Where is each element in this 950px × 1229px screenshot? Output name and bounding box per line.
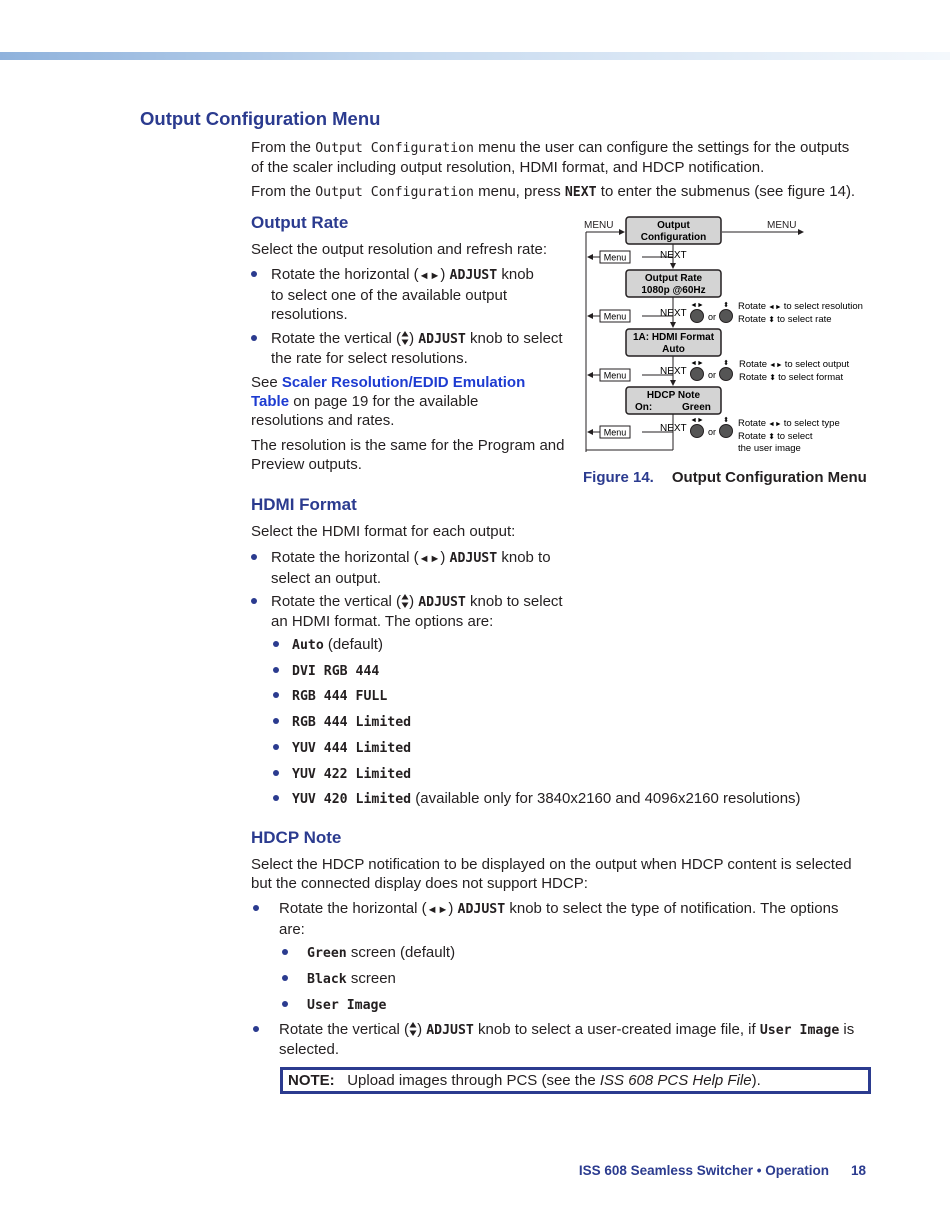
hdmi-option-yuv-422-limited: YUV 422 Limited xyxy=(292,767,412,782)
svg-text:NEXT: NEXT xyxy=(660,366,687,377)
svg-text:NEXT: NEXT xyxy=(660,250,687,261)
note-text-b: ). xyxy=(751,1072,761,1089)
svg-text:Rotate ⬍ to select rate: Rotate ⬍ to select rate xyxy=(738,314,832,325)
svg-text:Configuration: Configuration xyxy=(640,232,707,243)
svg-text:Output Rate: Output Rate xyxy=(644,273,703,284)
hdcp-option-green: Green screen (default) xyxy=(307,944,456,961)
bullet-dot xyxy=(273,718,279,724)
bullet-dot xyxy=(251,335,257,341)
output-rate-bullet-1: Rotate the horizontal (◄►) ADJUST knob to select one of the available output resolutions. xyxy=(271,266,534,323)
hdcp-bullet-1: Rotate the horizontal (◄►) ADJUST knob to select the type of notification. The options are: xyxy=(279,900,839,938)
hdmi-bullet-1: Rotate the horizontal (◄►) ADJUST knob to select an output. xyxy=(271,549,551,587)
svg-text:the user image: the user image xyxy=(738,443,801,454)
output-rate-description: Select the output resolution and refresh rate: xyxy=(251,241,548,258)
svg-text:On:: On: xyxy=(635,402,653,413)
up-down-arrows-icon xyxy=(401,330,409,346)
bullet-dot xyxy=(273,770,279,776)
svg-text:or: or xyxy=(708,427,717,437)
hdmi-option-yuv-444-limited: YUV 444 Limited xyxy=(292,741,412,756)
svg-text:NEXT: NEXT xyxy=(660,423,687,434)
horizontal-knob-icon xyxy=(691,310,704,323)
bullet-dot xyxy=(273,641,279,647)
bullet-dot xyxy=(253,905,259,911)
note-label: NOTE: xyxy=(288,1072,335,1089)
svg-text:◄►: ◄► xyxy=(690,360,704,367)
hdcp-option-black: Black screen xyxy=(307,970,396,987)
horizontal-knob-icon xyxy=(691,425,704,438)
svg-text:◄►: ◄► xyxy=(690,302,704,309)
svg-text:1080p @60Hz: 1080p @60Hz xyxy=(641,285,706,296)
svg-text:Green: Green xyxy=(682,402,711,413)
bullet-dot xyxy=(282,949,288,955)
header-gradient-bar xyxy=(0,52,950,60)
svg-text:Menu: Menu xyxy=(603,252,627,263)
svg-text:⬍: ⬍ xyxy=(723,417,729,424)
svg-text:⬍: ⬍ xyxy=(723,360,729,367)
figure-caption: Figure 14. Output Configuration Menu xyxy=(583,469,867,486)
page-footer xyxy=(579,1163,866,1178)
bullet-dot xyxy=(282,1001,288,1007)
intro-paragraph-2: From the Output Configuration menu, press NEXT to enter the submenus (see figure 14). xyxy=(251,183,856,200)
svg-text:or: or xyxy=(708,370,717,380)
svg-text:Rotate ◄► to select type: Rotate ◄► to select type xyxy=(738,418,840,429)
bullet-dot xyxy=(251,271,257,277)
menu-right-label: MENU xyxy=(767,220,797,231)
vertical-knob-icon xyxy=(720,310,733,323)
svg-text:Rotate ⬍ to select: Rotate ⬍ to select xyxy=(738,431,813,442)
output-rate-bullet-2: Rotate the vertical ( ) ADJUST knob to select the rate for select resolutions. xyxy=(271,330,563,367)
hdmi-option-rgb-444-limited: RGB 444 Limited xyxy=(292,715,412,730)
svg-text:Output: Output xyxy=(657,220,690,231)
hdcp-note-description: Select the HDCP notification to be displayed on the output when HDCP content is selected but the connected display does not support HDCP: xyxy=(251,856,852,892)
see-table-paragraph: See Scaler Resolution/EDID Emulation Table on page 19 for the available resolutions and rates. xyxy=(251,374,526,429)
svg-text:Rotate ◄► to select resolution: Rotate ◄► to select resolution xyxy=(738,301,863,312)
svg-text:Rotate ⬍ to select format: Rotate ⬍ to select format xyxy=(739,372,844,383)
hdmi-option-auto: Auto (default) xyxy=(292,636,383,653)
bullet-dot xyxy=(282,975,288,981)
page-number: 18 xyxy=(850,1163,866,1178)
bullet-dot xyxy=(273,692,279,698)
bullet-dot xyxy=(273,795,279,801)
bullet-dot xyxy=(251,554,257,560)
note-text-italic: ISS 608 PCS Help File xyxy=(599,1072,752,1089)
note-text-a: Upload images through PCS (see the xyxy=(347,1072,600,1089)
horizontal-knob-icon xyxy=(691,368,704,381)
hdmi-bullet-2: Rotate the vertical ( ) ADJUST knob to select an HDMI format. The options are: xyxy=(271,593,563,630)
svg-text:Menu: Menu xyxy=(603,311,627,322)
hdmi-option-yuv-420-limited: YUV 420 Limited (available only for 3840x2160 and 4096x2160 resolutions) xyxy=(292,790,801,807)
bullet-dot xyxy=(273,744,279,750)
hdmi-option-rgb-444-full: RGB 444 FULL xyxy=(292,689,388,704)
bullet-dot xyxy=(253,1026,259,1032)
program-preview-paragraph: The resolution is the same for the Program and Preview outputs. xyxy=(251,437,565,473)
hdmi-format-description: Select the HDMI format for each output: xyxy=(251,523,516,540)
svg-text:or: or xyxy=(708,312,717,322)
menu-left-label: MENU xyxy=(584,220,614,231)
note-box xyxy=(280,1067,871,1094)
hdmi-option-dvi-rgb-444: DVI RGB 444 xyxy=(292,664,380,679)
vertical-knob-icon xyxy=(720,368,733,381)
bullet-dot xyxy=(251,598,257,604)
svg-text:Menu: Menu xyxy=(603,427,627,438)
scaler-table-link[interactable]: Scaler Resolution/EDID Emulation xyxy=(281,374,526,391)
hdcp-option-user-image: User Image xyxy=(307,998,387,1013)
vertical-knob-icon xyxy=(720,425,733,438)
hdcp-note-heading: HDCP Note xyxy=(251,828,342,847)
section-title: Output Configuration Menu xyxy=(140,108,381,129)
svg-text:⬍: ⬍ xyxy=(723,302,729,309)
bullet-dot xyxy=(273,667,279,673)
footer-title: ISS 608 Seamless Switcher • Operation xyxy=(578,1163,829,1178)
up-down-arrows-icon xyxy=(401,593,409,609)
scaler-table-link-cont[interactable]: Table xyxy=(251,393,290,410)
hdcp-bullet-2: Rotate the vertical ( ) ADJUST knob to select a user-created image file, if User Image is selected. xyxy=(279,1021,855,1058)
output-rate-heading: Output Rate xyxy=(251,213,349,232)
intro-paragraph-1: From the Output Configuration menu the user can configure the settings for the outputs of the scaler including output resolution, HDMI format, and HDCP notification. xyxy=(251,139,850,176)
svg-text:Rotate ◄► to select output: Rotate ◄► to select output xyxy=(739,359,850,370)
svg-text:Auto: Auto xyxy=(662,344,685,355)
up-down-arrows-icon xyxy=(409,1021,417,1037)
svg-text:1A: HDMI Format: 1A: HDMI Format xyxy=(632,332,715,343)
svg-text:HDCP Note: HDCP Note xyxy=(646,390,701,401)
svg-text:◄►: ◄► xyxy=(690,417,704,424)
hdmi-format-heading: HDMI Format xyxy=(251,495,357,514)
output-configuration-menu-diagram xyxy=(580,212,880,458)
svg-text:NEXT: NEXT xyxy=(660,308,687,319)
svg-text:Menu: Menu xyxy=(603,370,627,381)
